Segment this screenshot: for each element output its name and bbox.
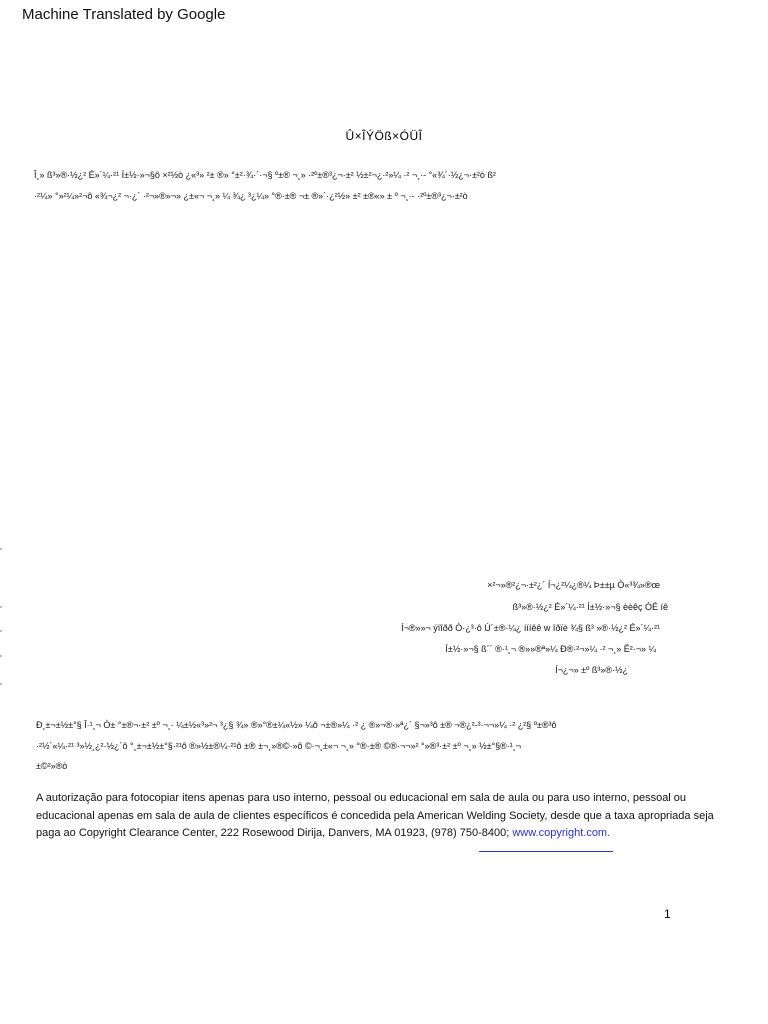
document-title: Û×ÎÝÖß×ÓÜÎ [345,129,423,143]
copyright-link[interactable]: www.copyright.com. [512,827,611,839]
scan-edge-mark [0,630,2,632]
machine-translated-header: Machine Translated by Google [22,6,226,23]
scan-edge-mark [0,548,2,550]
imprint-line-2: ß³»®·½¿² É»´¼·²¹ Í±½·»¬§ èèêç ÒÉ íê [512,602,668,612]
imprint-line-1: ×²¬»®²¿¬·±²¿´ Í¬¿²¼¿®¼ Þ±±µ Ò«³¾»®œ [487,580,660,590]
rights-line-3: ±©²»®ò [36,761,68,771]
scan-edge-mark [0,655,2,657]
imprint-line-3: Í¬®»»¬ ýïîðð Ó·¿³·ô Ú´±®·¼¿ íííêê w îðïè ¾§ ß³ »®·½¿² É»´¼·²¹ [401,623,660,633]
scan-edge-mark [0,606,2,608]
imprint-line-5: Í¬¿¬» ±º ß³»®·½¿ [555,665,628,675]
authorization-text: A autorização para fotocopiar itens apenas para uso interno, pessoal ou educacional em sala de aula ou para uso interno, pessoal ou educacional apenas em sala de aula de clientes específicos é concedida pela American Welding Society, desde que a taxa apropriada seja paga ao Copyright Clearance Center, 222 Rosewood Dirija, Danvers, MA 01923, (978) 750-8400; [36,792,714,839]
intro-line-1: Î¸» ß³»®·½¿² É»´¼·²¹ Í±½·»¬§ô ×²½ò ¿«³» ²± ®» °±²·¾·´·¬§ º±® ¬¸» ·²º±®³¿¬·±² ½±²¬¿·²»¼ ·² ¬¸·- °«¾´·½¿¬·±²ò ß² [34,170,496,180]
scan-edge-mark [0,683,2,685]
intro-line-2: ·²¼» °»²¼»²¬ô «¾¬¿² ¬·¿´ ·²¬»®»¬» ¿±«¬ ¬¸» ¼ ¾¿ ³¿¼» °®·±® ¬± ®»´·¿²½» ±² ±®«» ± º ¬¸·- ·²º±®³¿¬·±²ò [34,191,468,201]
rights-line-2: ·²½´«¼·²¹ ³»½¸¿²·½¿´ô °¸±¬±½±°§·²¹ô ®»½±®¼·²¹ô ±® ±¬¸»®©·»ô ©·¬¸±«¬ ¬¸» °®·±® ©®·¬¬»² °»®³·±² ±º ¬¸» ½±°§®·¹¸¬ [36,741,522,751]
link-underline [479,851,613,852]
authorization-paragraph [36,790,726,843]
rights-line-1: Ð¸±¬±½±°§ Î·¹¸¬ Ò± °±®¬·±² ±º ¬¸· ¼±½«³»²¬ ³¿§ ¾» ®»°®±¼«½» ¼ô ¬±®»¼ ·² ¿ ®»¬®·»ª¿´ §¬»³ô ±® ¬®¿²-³·¬¬»¼ ·² ¿²§ º±®³ô [36,720,557,730]
page-number: 1 [664,907,671,921]
imprint-line-4: Í±½·»¬§ ß´´ ®·¹¸¬ ®»»®ª»¼ Ð®·²¬»¼ ·² ¬¸» Ë²·¬» ¼ [445,644,656,654]
